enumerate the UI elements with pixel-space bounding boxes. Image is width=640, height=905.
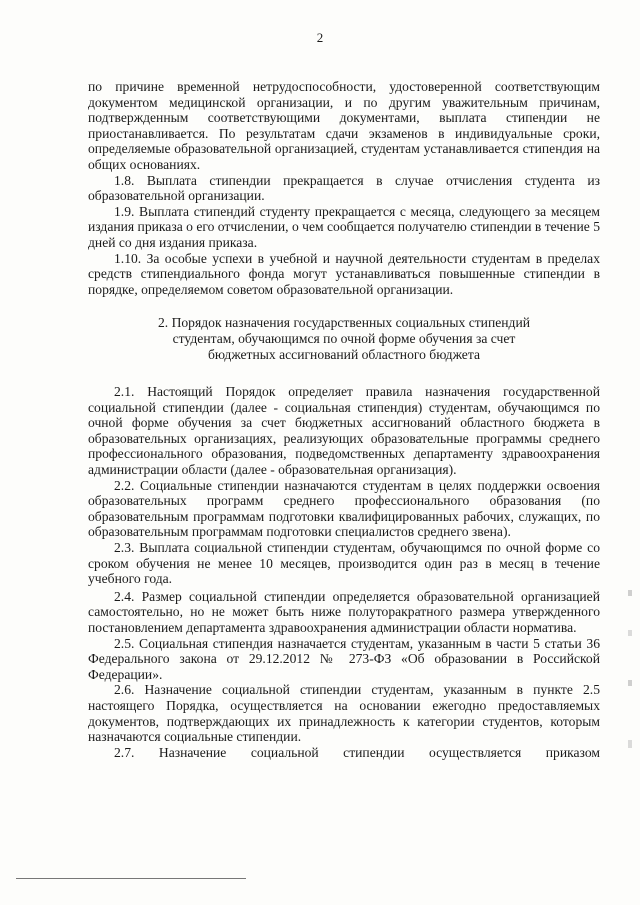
section-heading: [88, 315, 600, 362]
paragraph-2-2: 2.2. Социальные стипендии назначаются студентам в целях поддержки освоения образовательных программ среднего профессионального образования (по образовательным программам подготовки квалифицированных рабочих, служащих, по образовательным программам подготовки специалистов среднего звена).: [88, 477, 600, 540]
paragraph-2-7: 2.7. Назначение социальной стипендии осуществляется приказом: [114, 744, 600, 760]
paragraph-2-5: 2.5. Социальная стипендия назначается студентам, указанным в части 5 статьи 36 Федерального закона от 29.12.2012 № 273-ФЗ «Об образовании в Российской Федерации».: [88, 635, 600, 682]
paragraph-2-1: 2.1. Настоящий Порядок определяет правила назначения государственной социальной стипендии (далее - социальная стипендия) студентам, обучающимся по очной форме обучения за счет бюджетных ассигнований областного бюджета в образовательных организациях, реализующих образовательные программы среднего профессионального образования, подведомственных департаменту здравоохранения администрации области (далее - образовательная организация).: [88, 384, 600, 478]
scan-bottom-line: [16, 878, 246, 879]
scan-edge-marks: [628, 590, 632, 850]
paragraph-2-3: 2.3. Выплата социальной стипендии студентам, обучающимся по очной форме со сроком обучения не менее 10 месяцев, производится один раз в месяц в течение учебного года.: [88, 540, 600, 587]
paragraph-2-6: 2.6. Назначение социальной стипендии студентам, указанным в пункте 2.5 настоящего Порядка, осуществляется на основании ежегодно предоставляемых документов, подтверждающих их принадлежность к категории студентов, которым назначаются социальные стипендии.: [88, 682, 600, 745]
paragraph-1-9: 1.9. Выплата стипендий студенту прекращается с месяца, следующего за месяцем издания приказа о его отчислении, о чем сообщается получателю стипендии в течение 5 дней со дня издания приказа.: [88, 203, 600, 250]
paragraph-2-4: 2.4. Размер социальной стипендии определяется образовательной организацией самостоятельно, но не может быть ниже полуторакратного размера утвержденного постановлением департамента здравоохранения администрации области норматива.: [88, 588, 600, 635]
paragraph-1-10: 1.10. За особые успехи в учебной и научной деятельности студентам в пределах средств стипендиального фонда могут устанавливаться повышенные стипендии в порядке, определяемом советом образовательной организации.: [88, 250, 600, 297]
paragraph-continuation: по причине временной нетрудоспособности, удостоверенной соответствующим документом медицинской организации, и по другим уважительным причинам, подтвержденным соответствующими документами, выплата стипендии не приостанавливается. По результатам сдачи экзаменов в индивидуальные сроки, определяемые образовательной организацией, студентам устанавливается стипендия на общих основаниях.: [88, 79, 600, 172]
page-number: 2: [316, 30, 324, 45]
document-body: [88, 79, 600, 760]
section-heading-line-2: студентам, обучающимся по очной форме обучения за счет: [172, 330, 516, 346]
section-heading-line-1: 2. Порядок назначения государственных социальных стипендий: [157, 315, 531, 331]
paragraph-1-8: 1.8. Выплата стипендии прекращается в случае отчисления студента из образовательной организации.: [88, 172, 600, 204]
section-heading-line-3: бюджетных ассигнований областного бюджета: [208, 346, 480, 362]
